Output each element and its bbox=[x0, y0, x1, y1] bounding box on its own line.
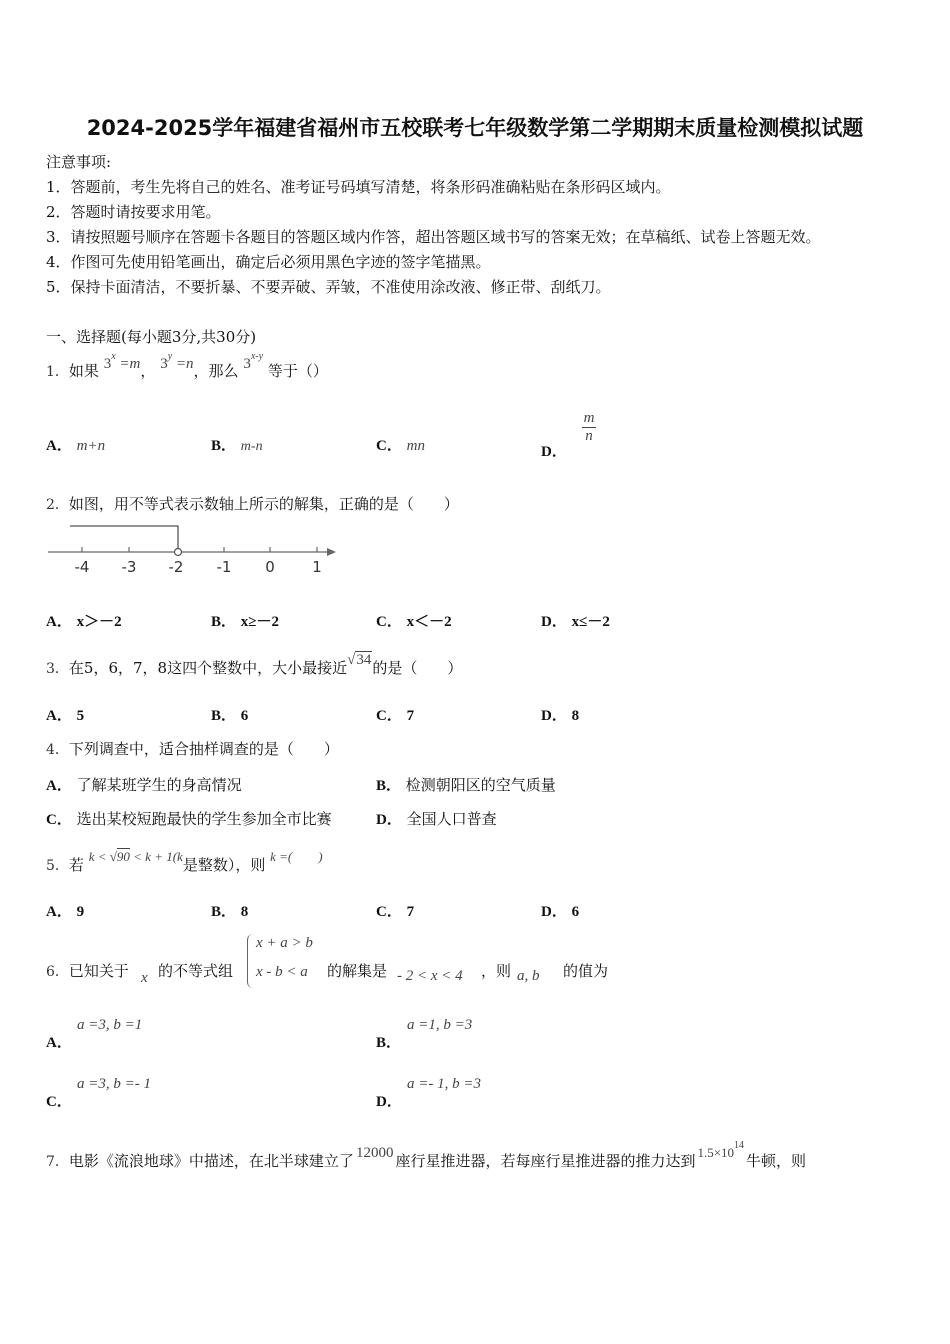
option-c[interactable]: C． 选出某校短跑最快的学生参加全市比赛 bbox=[46, 810, 332, 828]
option-a[interactable]: A． x＞－2 bbox=[46, 614, 122, 630]
tick-label: -3 bbox=[121, 558, 137, 576]
option-a[interactable]: A． m+n bbox=[46, 438, 106, 454]
option-b-math: a =1, b =3 bbox=[407, 1017, 473, 1033]
tick-label: -2 bbox=[168, 558, 184, 576]
option-c[interactable]: C． 7 bbox=[376, 904, 415, 920]
question-6: 6．已知关于 bbox=[46, 962, 129, 980]
open-circle-icon bbox=[175, 549, 182, 556]
option-d[interactable]: D． x≤－2 bbox=[541, 614, 610, 630]
option-d[interactable]: D． 6 bbox=[541, 904, 580, 920]
inequality-line: x - b < a bbox=[256, 964, 308, 980]
option-d[interactable]: D． $\frac{m}{n}$ bbox=[541, 410, 595, 460]
section-heading: 一、选择题(每小题3分,共30分) bbox=[46, 328, 257, 346]
question-text: 的不等式组 bbox=[158, 962, 234, 980]
math-expression: 3$^x$ =m bbox=[103, 351, 141, 372]
note-item: 4．作图可先使用铅笔画出，确定后必须用黑色字迹的签字笔描黑。 bbox=[46, 253, 491, 271]
solution-ray bbox=[70, 526, 178, 551]
option-a[interactable]: A． bbox=[46, 1035, 72, 1051]
question-5: 5．若 k < √90 < k + 1(k是整数），则 k =( ) bbox=[46, 849, 323, 874]
page-title: 2024-2025学年福建省福州市五校联考七年级数学第二学期期末质量检测模拟试题 bbox=[86, 116, 864, 140]
question-text: 的解集是 bbox=[327, 962, 388, 980]
question-text: 的值为 bbox=[563, 962, 609, 980]
brace-icon bbox=[247, 934, 254, 988]
tick-label: -4 bbox=[74, 558, 90, 576]
option-c[interactable]: C． mn bbox=[376, 438, 425, 454]
tick-label: 1 bbox=[312, 558, 322, 576]
option-b[interactable]: B． 检测朝阳区的空气质量 bbox=[376, 776, 556, 794]
question-2: 2．如图，用不等式表示数轴上所示的解集，正确的是（ ） bbox=[46, 495, 459, 513]
question-7: 7．电影《流浪地球》中描述，在北半球建立了 12000 座行星推进器，若每座行星推进器的推力达到 $1.5\times 10^{14}$牛顿，则 bbox=[46, 1140, 807, 1170]
option-d[interactable]: D． bbox=[376, 1094, 402, 1110]
note-item: 1．答题前，考生先将自己的姓名、准考证号码填写清楚，将条形码准确粘贴在条形码区域内。 bbox=[46, 178, 671, 196]
math-number: 12000 bbox=[355, 1145, 394, 1161]
notes-heading: 注意事项: bbox=[46, 153, 112, 171]
option-c[interactable]: C． 7 bbox=[376, 708, 415, 724]
option-b[interactable]: B． x≥－2 bbox=[211, 614, 280, 630]
note-item: 5．保持卡面清洁，不要折暴、不要弄破、弄皱，不准使用涂改液、修正带、刮纸刀。 bbox=[46, 278, 611, 296]
note-item: 2．答题时请按要求用笔。 bbox=[46, 203, 221, 221]
question-text: ，则 bbox=[481, 962, 512, 980]
question-1: 1．如果 3$^x$ =m， 3$^y$ =n，那么 3$^{x-y}$ 等于（） bbox=[46, 351, 328, 380]
option-d[interactable]: D． 全国人口普查 bbox=[376, 810, 497, 828]
sqrt-expression: √34 bbox=[347, 652, 372, 668]
option-a[interactable]: A． 了解某班学生的身高情况 bbox=[46, 776, 242, 794]
option-c[interactable]: C． bbox=[46, 1094, 72, 1110]
option-d-math: a =- 1, b =3 bbox=[407, 1076, 481, 1092]
note-item: 3．请按照题号顺序在答题卡各题目的答题区域内作答，超出答题区域书写的答案无效；在草稿纸、试卷上答题无效。 bbox=[46, 228, 821, 246]
math-expression: 3$^y$ =n bbox=[160, 351, 194, 372]
math-variable: x bbox=[141, 970, 148, 986]
math-expression: $1.5\times 10^{14}$ bbox=[697, 1140, 745, 1160]
option-b[interactable]: B． 6 bbox=[211, 708, 249, 724]
question-text: 如果 bbox=[68, 362, 99, 380]
question-text: 等于（） bbox=[267, 362, 328, 380]
option-b[interactable]: B． m-n bbox=[211, 438, 263, 454]
option-d[interactable]: D． 8 bbox=[541, 708, 580, 724]
option-b[interactable]: B． 8 bbox=[211, 904, 249, 920]
question-3: 3．在5，6，7，8这四个整数中，大小最接近√34的是（ ） bbox=[46, 652, 463, 677]
inequality-line: x + a > b bbox=[256, 935, 313, 951]
option-c-math: a =3, b =- 1 bbox=[77, 1076, 151, 1092]
question-4: 4．下列调查中，适合抽样调查的是（ ） bbox=[46, 740, 339, 758]
math-expression: - 2 < x < 4 bbox=[397, 968, 463, 984]
question-number: 1． bbox=[46, 364, 69, 380]
option-c[interactable]: C． x＜－2 bbox=[376, 614, 452, 630]
option-a[interactable]: A． 5 bbox=[46, 708, 85, 724]
tick-label: -1 bbox=[216, 558, 232, 576]
math-expression: k =( ) bbox=[270, 849, 323, 864]
option-b[interactable]: B． bbox=[376, 1035, 402, 1051]
axis-arrow-icon bbox=[327, 548, 336, 556]
math-expression: a, b bbox=[517, 968, 540, 984]
math-expression: 3$^{x-y}$ bbox=[243, 351, 264, 372]
option-a-math: a =3, b =1 bbox=[77, 1017, 143, 1033]
option-a[interactable]: A． 9 bbox=[46, 904, 85, 920]
number-line-figure bbox=[44, 520, 344, 580]
tick-label: 0 bbox=[265, 558, 275, 576]
math-expression: k < √90 < k + 1(k bbox=[88, 849, 183, 864]
